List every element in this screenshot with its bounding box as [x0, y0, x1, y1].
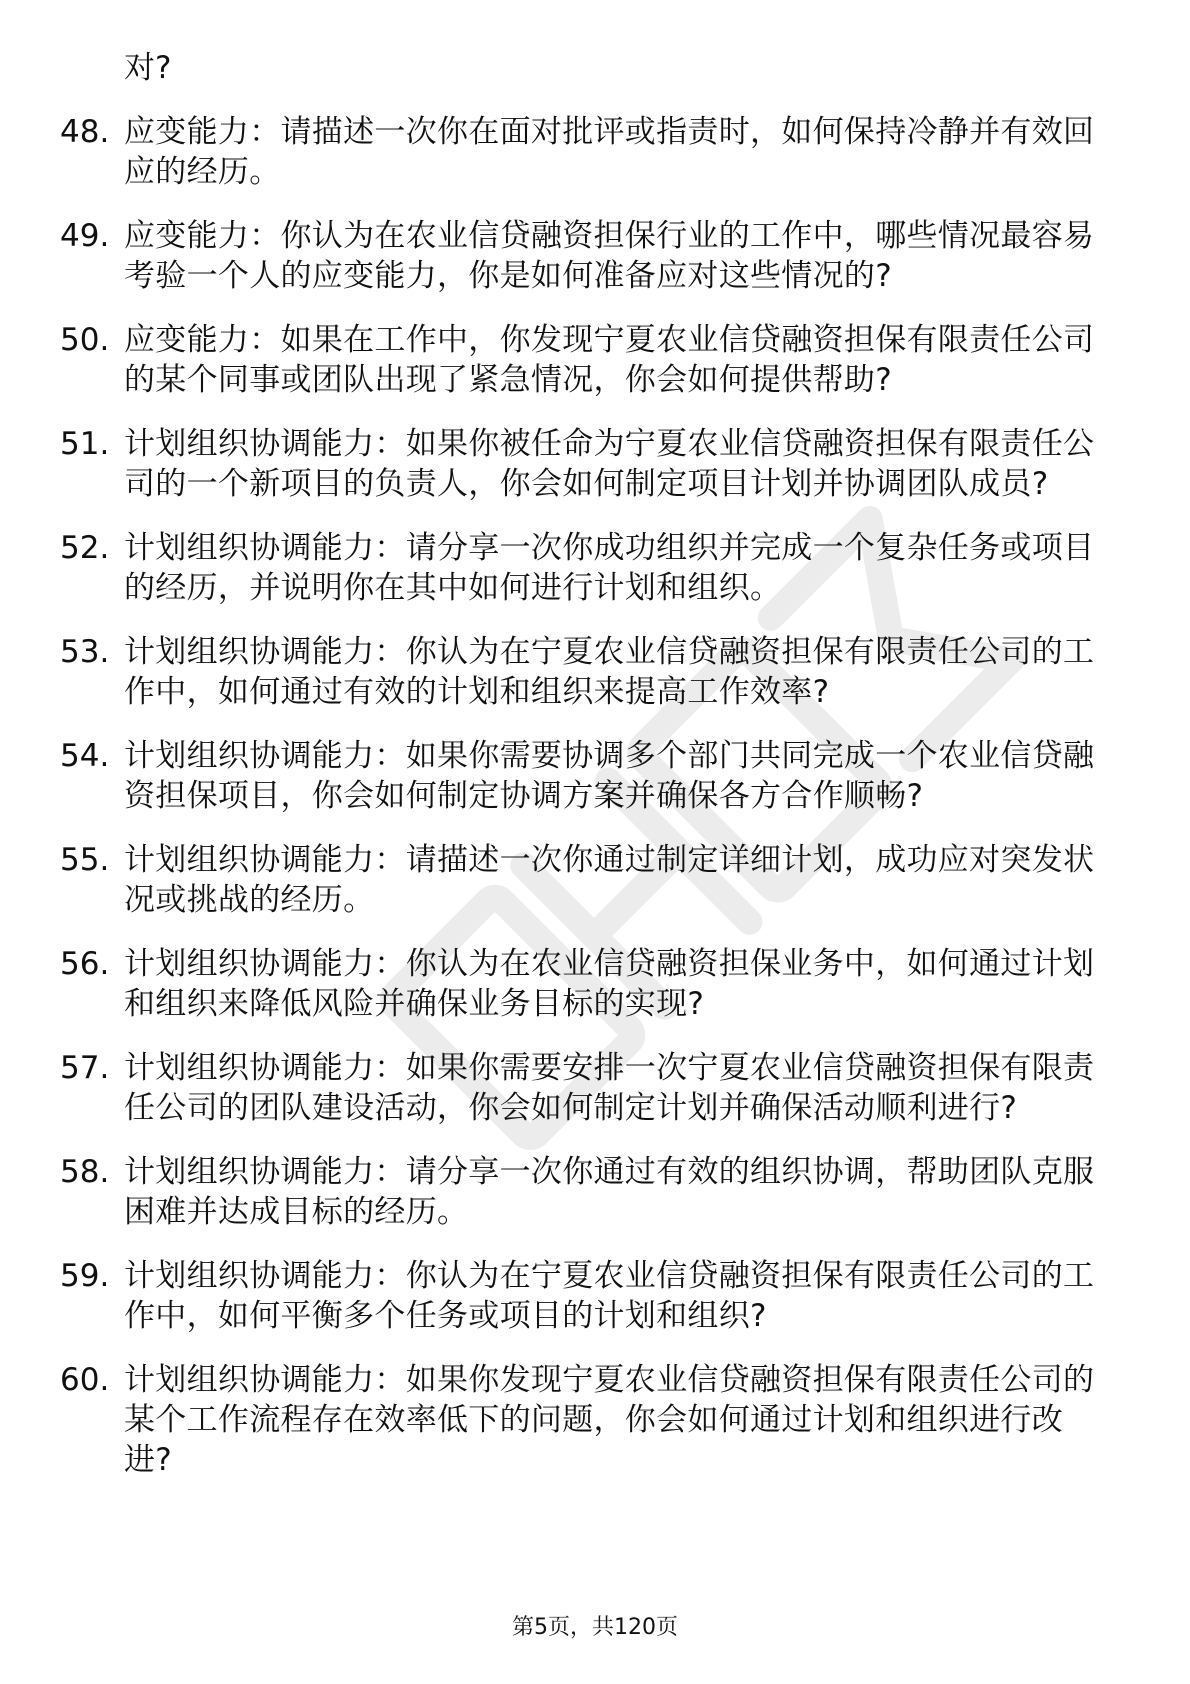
- question-text: 计划组织协调能力：如果你需要协调多个部门共同完成一个农业信贷融资担保项目，你会如何制定协调方案并确保各方合作顺畅?: [124, 738, 1095, 814]
- question-number: 57.: [60, 1050, 110, 1086]
- list-item: [60, 1256, 1110, 1336]
- question-text: 计划组织协调能力：如果你需要安排一次宁夏农业信贷融资担保有限责任公司的团队建设活动，你会如何制定计划并确保活动顺利进行?: [124, 1050, 1095, 1126]
- question-text: 计划组织协调能力：请描述一次你通过制定详细计划，成功应对突发状况或挑战的经历。: [124, 842, 1095, 918]
- question-number: 49.: [60, 218, 110, 254]
- page-footer: 第5页，共120页: [512, 1615, 678, 1640]
- question-text: 计划组织协调能力：你认为在宁夏农业信贷融资担保有限责任公司的工作中，如何通过有效的计划和组织来提高工作效率?: [124, 634, 1095, 710]
- continuation-text: 对?: [124, 50, 172, 86]
- question-text: 应变能力：请描述一次你在面对批评或指责时，如何保持冷静并有效回应的经历。: [124, 114, 1095, 190]
- question-text: 计划组织协调能力：请分享一次你通过有效的组织协调，帮助团队克服困难并达成目标的经历。: [124, 1154, 1095, 1230]
- list-item: [60, 216, 1110, 296]
- list-item: [60, 736, 1110, 816]
- question-number: 54.: [60, 738, 110, 774]
- question-number: 56.: [60, 946, 110, 982]
- question-text: 计划组织协调能力：你认为在宁夏农业信贷融资担保有限责任公司的工作中，如何平衡多个任务或项目的计划和组织?: [124, 1258, 1095, 1334]
- question-number: 51.: [60, 426, 110, 462]
- list-item: [60, 1152, 1110, 1232]
- question-list: [60, 48, 1110, 1504]
- list-item: [60, 424, 1110, 504]
- question-text: 计划组织协调能力：你认为在农业信贷融资担保业务中，如何通过计划和组织来降低风险并确保业务目标的实现?: [124, 946, 1095, 1022]
- list-item: [60, 320, 1110, 400]
- question-text: 计划组织协调能力：请分享一次你成功组织并完成一个复杂任务或项目的经历，并说明你在其中如何进行计划和组织。: [124, 530, 1095, 606]
- list-item: [60, 944, 1110, 1024]
- question-number: 60.: [60, 1362, 110, 1398]
- question-number: 55.: [60, 842, 110, 878]
- list-item: [60, 528, 1110, 608]
- question-number: 58.: [60, 1154, 110, 1190]
- question-number: 52.: [60, 530, 110, 566]
- question-number: 59.: [60, 1258, 110, 1294]
- question-number: 50.: [60, 322, 110, 358]
- question-number: 53.: [60, 634, 110, 670]
- list-item: [60, 1048, 1110, 1128]
- list-item: [60, 840, 1110, 920]
- list-item: [60, 112, 1110, 192]
- list-item: [60, 632, 1110, 712]
- question-text: 应变能力：你认为在农业信贷融资担保行业的工作中，哪些情况最容易考验一个人的应变能力，你是如何准备应对这些情况的?: [124, 218, 1095, 294]
- question-text: 计划组织协调能力：如果你发现宁夏农业信贷融资担保有限责任公司的某个工作流程存在效率低下的问题，你会如何通过计划和组织进行改进?: [124, 1362, 1095, 1478]
- question-text: 应变能力：如果在工作中，你发现宁夏农业信贷融资担保有限责任公司的某个同事或团队出现了紧急情况，你会如何提供帮助?: [124, 322, 1095, 398]
- list-item: [60, 1360, 1110, 1480]
- question-number: 48.: [60, 114, 110, 150]
- question-text: 计划组织协调能力：如果你被任命为宁夏农业信贷融资担保有限责任公司的一个新项目的负责人，你会如何制定项目计划并协调团队成员?: [124, 426, 1095, 502]
